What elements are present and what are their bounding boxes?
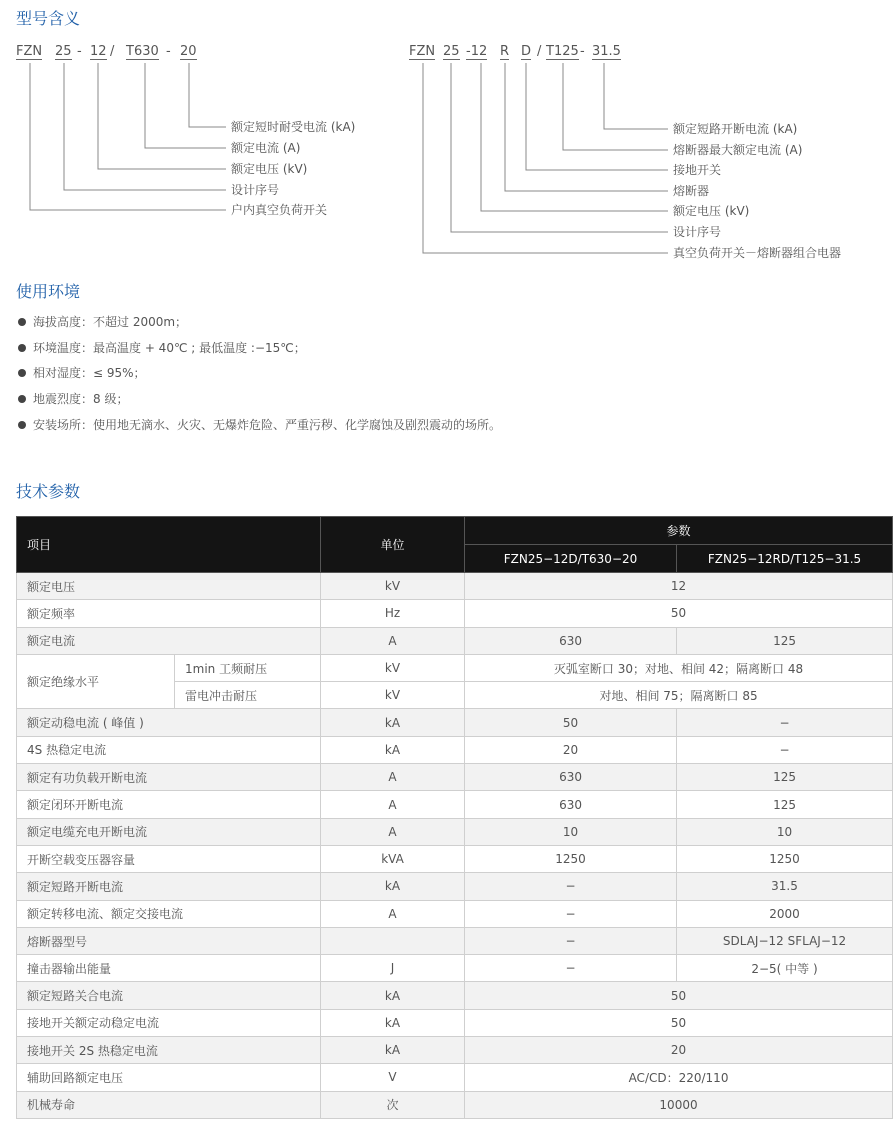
desc-earth: 接地开关 xyxy=(673,163,722,177)
header-item: 项目 xyxy=(17,517,321,573)
code-fuse: R xyxy=(500,44,510,59)
code-slash: / xyxy=(537,44,542,59)
table-row: 撞击器输出能量 J − 2−5( 中等 ) xyxy=(17,955,893,982)
header-unit: 单位 xyxy=(321,517,465,573)
desc-voltage: 额定电压 (kV) xyxy=(673,204,750,218)
header-model-2: FZN25−12RD/T125−31.5 xyxy=(677,545,893,573)
environment-list xyxy=(16,314,501,442)
bullet-icon xyxy=(18,318,26,326)
code-voltage: 12 xyxy=(90,44,107,59)
code-design: 25 xyxy=(443,44,460,59)
list-item: 环境温度：最高温度 + 40℃ ; 最低温度 :−15℃； xyxy=(16,340,501,366)
table-row: 接地开关额定动稳定电流 kA 50 xyxy=(17,1009,893,1036)
list-item: 地震烈度：8 级； xyxy=(16,391,501,417)
code-current: T630 xyxy=(126,44,159,59)
section-title-model: 型号含义 xyxy=(16,9,81,28)
code-voltage: -12 xyxy=(466,44,488,59)
table-row: 雷电冲击耐压 kV 对地、相间 75；隔离断口 85 xyxy=(17,682,893,709)
bullet-icon xyxy=(18,421,26,429)
table-row: 额定绝缘水平 1min 工频耐压 kV 灭弧室断口 30；对地、相间 42；隔离断口 48 xyxy=(17,654,893,681)
table-row: 额定频率 Hz 50 xyxy=(17,600,893,627)
list-item: 相对湿度：≤ 95%； xyxy=(16,365,501,391)
table-row: 额定电缆充电开断电流 A 10 10 xyxy=(17,818,893,845)
table-row: 熔断器型号 − SDLAJ−12 SFLAJ−12 xyxy=(17,927,893,954)
table-row: 4S 热稳定电流 kA 20 − xyxy=(17,736,893,763)
header-params: 参数 xyxy=(465,517,893,545)
bullet-icon xyxy=(18,395,26,403)
tech-params-table xyxy=(16,516,893,1119)
code-slash: / xyxy=(110,44,115,59)
code-earth: D xyxy=(521,44,532,59)
code-withstand: 20 xyxy=(180,44,197,59)
code-breaking: 31.5 xyxy=(592,44,621,59)
desc-breaking: 额定短路开断电流 (kA) xyxy=(673,122,798,136)
code-design: 25 xyxy=(55,44,72,59)
code-fuse-current: T125 xyxy=(546,44,579,59)
table-row: 额定短路开断电流 kA − 31.5 xyxy=(17,873,893,900)
model-diagrams xyxy=(0,0,895,270)
list-item: 安装场所：使用地无滴水、火灾、无爆炸危险、严重污秽、化学腐蚀及剧烈震动的场所。 xyxy=(16,417,501,443)
code-fzn: FZN xyxy=(409,44,436,59)
table-row: 额定动稳电流 ( 峰值 ) kA 50 − xyxy=(17,709,893,736)
desc-design: 设计序号 xyxy=(231,183,280,197)
code-dash: - xyxy=(580,44,585,59)
code-fzn: FZN xyxy=(16,44,43,59)
table-row: 额定转移电流、额定交接电流 A − 2000 xyxy=(17,900,893,927)
desc-withstand: 额定短时耐受电流 (kA) xyxy=(231,120,356,134)
table-row: 额定短路关合电流 kA 50 xyxy=(17,982,893,1009)
desc-fuse: 熔断器 xyxy=(673,184,710,198)
desc-current: 额定电流 (A) xyxy=(231,141,301,155)
desc-switch: 户内真空负荷开关 xyxy=(231,203,328,217)
desc-fuse-current: 熔断器最大额定电流 (A) xyxy=(673,143,803,157)
table-row: 机械寿命 次 10000 xyxy=(17,1091,893,1118)
section-title-environment: 使用环境 xyxy=(16,282,81,301)
section-title-tech: 技术参数 xyxy=(16,482,81,501)
bullet-icon xyxy=(18,369,26,377)
table-row: 额定电流 A 630 125 xyxy=(17,627,893,654)
desc-voltage: 额定电压 (kV) xyxy=(231,162,308,176)
code-dash: - xyxy=(77,44,82,59)
table-row: 额定电压 kV 12 xyxy=(17,573,893,600)
header-model-1: FZN25−12D/T630−20 xyxy=(465,545,677,573)
table-row: 开断空载变压器容量 kVA 1250 1250 xyxy=(17,845,893,872)
table-row: 辅助回路额定电压 V AC/CD：220/110 xyxy=(17,1064,893,1091)
bullet-icon xyxy=(18,344,26,352)
code-dash: - xyxy=(166,44,171,59)
table-row: 额定闭环开断电流 A 630 125 xyxy=(17,791,893,818)
table-row: 接地开关 2S 热稳定电流 kA 20 xyxy=(17,1037,893,1064)
list-item: 海拔高度：不超过 2000m； xyxy=(16,314,501,340)
table-row: 额定有功负载开断电流 A 630 125 xyxy=(17,764,893,791)
desc-design: 设计序号 xyxy=(673,225,722,239)
desc-combo: 真空负荷开关－熔断器组合电器 xyxy=(673,246,842,260)
